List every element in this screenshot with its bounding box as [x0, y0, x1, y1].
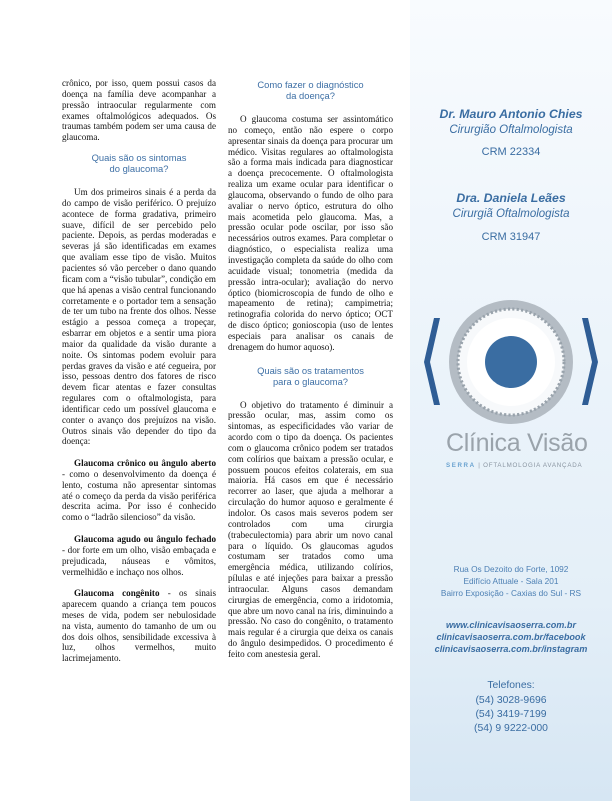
type1-text: - como o desenvolvimento da doença é lento, costuma não apresentar sintomas até o começo da perda da visão periférica descrita acima. Por isso é conhecido como o “ladrão silencioso” da visão.	[62, 468, 216, 523]
treatment-heading-line2: para o glaucoma?	[272, 375, 349, 387]
eye-logo-icon	[410, 280, 612, 430]
treatment-heading-line1: Quais são os tratamentos	[257, 364, 364, 376]
type2-title: Glaucoma agudo ou ângulo fechado	[74, 533, 216, 544]
type1-title: Glaucoma crônico ou ângulo aberto	[74, 458, 216, 469]
intro-paragraph: crônico, por isso, quem possui casos da doença na família deve acompanhar a pressão intraocular regularmente com exames oftalmológicos adequados. Os traumas também podem ser uma causa de glaucoma.	[62, 78, 216, 143]
type3-title: Glaucoma congênito	[74, 588, 160, 599]
symptoms-heading-line1: Quais são os sintomas	[91, 152, 187, 164]
address-line1: Rua Os Dezoito do Forte, 1092	[453, 564, 569, 574]
symptoms-heading-line2: do glaucoma?	[109, 163, 169, 175]
website-link[interactable]: www.clinicavisaoserra.com.br	[445, 620, 577, 630]
type3-text: - os sinais aparecem quando a criança tem poucos meses de vida, podem ser nebulosidade na vista, aumento do tamanho de um ou dos dois olhos, sensibilidade excessiva à luz, olhos vermelhos, muito lacrimejamento.	[62, 588, 216, 664]
symptoms-paragraph: Um dos primeiros sinais é a perda da do campo de visão periférico. O prejuízo acontece de forma gradativa, primeiro suave, difícil de ser percebido pelo paciente. Depois, as perdas moderadas e severas já são identificadas em exames que avaliam esse tipo de visão. Muitos pacientes só vão perceber o dano quando ficam com a “visão tubular”, condição em que há apenas a visão central funcionando corretamente e o portador tem a sensação de ter um tubo na frente dos olhos. Nesse estágio a pessoa começa a tropeçar, esbarrar em objetos e a sentir uma piora maior da qualidade da visão durante a noite. Os sintomas podem evoluir para perdas graves da visão e até cegueira, por isso, pessoas dentro dos fatores de risco devem ficar atentas e fazer consultas regulares com o oftalmologista, para identificar cedo um possível glaucoma e conter o avanço dos prejuízos na visão. Outros sinais vão depender do tipo da doença:	[62, 187, 216, 447]
treatment-paragraph: O objetivo do tratamento é diminuir a pressão ocular, mas, assim como os sintomas, as especificidades vão variar de acordo com o tipo da doença. Os pacientes com o glaucoma crônico podem ser tratados com colírios que baixam a pressão ocular, e possuem poucos efeitos colaterais, em sua maioria. Há casos em que é necessário recorrer ao laser, que ajuda a melhorar a circulação do humor aquoso e geralmente é indolor. Os casos mais severos podem ser controlados com uma cirurgia (trabeculectomia) para abrir um novo canal para o líquido. Os glaucomas agudos costumam ser tratados como uma emergência médica, utilizando colírios, pílulas e até injeções para baixar a pressão intraocular. Alguns casos demandam cirurgias de emergência, como a iridotomia, que abre um novo canal na íris, diminuindo a pressão. No caso do congênito, o tratamento mais regular é a cirurgia que deixa os canais do ângulo desimpedidos. O procedimento é feito com anestesia geral.	[228, 399, 393, 659]
right-chevron-icon	[582, 318, 598, 405]
facebook-link[interactable]: clinicavisaoserra.com.br/facebook	[436, 632, 586, 642]
address-line3: Bairro Exposição - Caxias do Sul - RS	[440, 588, 582, 598]
diagnosis-paragraph: O glaucoma costuma ser assintomático no começo, então não espere o corpo apresentar sinais da doença para procurar um médico. Visitas regulares ao oftalmologista são a forma mais indicada para diagnosticar a doença precocemente. O oftalmologista realiza um exame ocular para identificar o glaucoma, observando o fundo de olho para avaliar o nervo óptico, estrutura do olho mais acometida pelo glaucoma. Mas, a pressão ocular pode oscilar, por isso são necessários outros exames. Para completar o diagnóstico, o especialista realiza uma investigação completa da saúde do olho com acuidade visual; tonometria (medida da pressão intra-ocular); avaliação do nervo óptico (biomicroscopia de fundo de olho e mapeamento de retina); campimetria; retinografia colorida do nervo óptico; OCT de disco óptico; gonioscopia (uso de lentes especiais para analisar os canais de drenagem do humor aquoso).	[228, 114, 393, 352]
phone-2[interactable]: (54) 3419-7199	[475, 709, 547, 720]
doctor1-title: Cirurgião Oftalmologista	[449, 124, 573, 136]
diagnosis-heading-line1: Como fazer o diagnóstico	[257, 79, 364, 90]
type3-paragraph	[62, 588, 216, 664]
doctor2-name: Dra. Daniela Leães	[456, 191, 566, 205]
type2-paragraph	[62, 534, 216, 577]
type1-paragraph	[62, 458, 216, 523]
clinic-logo-subtitle: SERRA | OFTALMOLOGIA AVANÇADA	[446, 462, 583, 469]
phones-label: Telefones:	[487, 680, 535, 691]
eye-pupil	[485, 336, 537, 388]
phone-1[interactable]: (54) 3028-9696	[475, 695, 547, 706]
left-chevron-icon	[424, 318, 440, 405]
logo-serra: SERRA	[446, 462, 476, 469]
article-column-middle	[228, 79, 393, 660]
doctor1-crm: CRM 22334	[481, 146, 541, 158]
phone-3[interactable]: (54) 9 9222-000	[474, 723, 548, 734]
diagnosis-heading-line2: da doença?	[285, 90, 335, 101]
address-line2: Edifício Attuale - Sala 201	[463, 576, 559, 586]
logo-tagline: OFTALMOLOGIA AVANÇADA	[483, 462, 583, 469]
article-column-left	[62, 78, 216, 664]
instagram-link[interactable]: clinicavisaoserra.com.br/instagram	[434, 644, 588, 654]
doctor2-crm: CRM 31947	[481, 231, 541, 243]
doctor1-name: Dr. Mauro Antonio Chies	[439, 107, 583, 121]
doctor2-title: Cirurgiã Oftalmologista	[452, 208, 570, 220]
clinic-logo-name: Clínica Visão	[446, 429, 588, 457]
type2-text: - dor forte em um olho, visão embaçada e prejudicada, náuseas e vômitos, vermelhidão e inchaço nos olhos.	[62, 544, 216, 577]
